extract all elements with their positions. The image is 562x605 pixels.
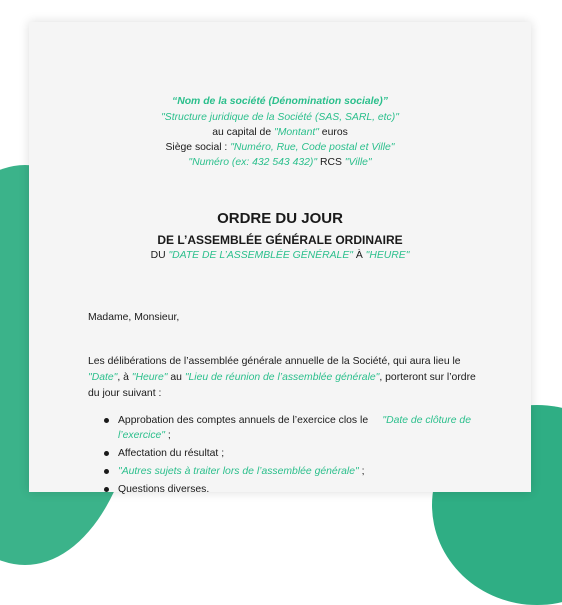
rcs-label: RCS [317, 157, 345, 168]
meeting-date-connector: À [352, 250, 366, 261]
bullet-icon [104, 469, 109, 474]
company-name: “Nom de la société (Dénomination sociale)” [172, 96, 388, 107]
agenda-item-1-date-part1: "Date de clôture de [382, 415, 471, 426]
agenda-item-2-text: Affectation du résultat ; [118, 448, 225, 459]
meeting-hour: "HEURE" [365, 250, 410, 261]
agenda-item [88, 464, 471, 479]
paragraph-line-3 [88, 386, 471, 402]
capital-prefix: au capital de [212, 127, 274, 138]
paragraph-line-1-text: Les délibérations de l’assemblée générale annuelle de la Société, qui aura lieu le [88, 356, 461, 367]
capital-suffix: euros [318, 127, 348, 138]
bullet-icon [104, 487, 109, 492]
bullet-icon [104, 451, 109, 456]
agenda-list [88, 413, 471, 497]
paragraph-hour: "Heure" [131, 372, 168, 383]
rcs-number: "Numéro (ex: 432 543 432)" [188, 157, 318, 168]
legal-structure: "Structure juridique de la Société (SAS, SARL, etc)" [161, 112, 399, 123]
agenda-item-1-date-part2: l’exercice" [118, 430, 165, 441]
paragraph-line-2-end: , porteront sur l’ordre [379, 372, 476, 383]
capital-line [29, 125, 531, 141]
meeting-date-line [29, 250, 531, 261]
capital-amount: "Montant" [274, 127, 319, 138]
document-page [29, 22, 531, 495]
intro-paragraph [88, 354, 476, 402]
paragraph-a: , à [117, 372, 132, 383]
agenda-item-1-text: Approbation des comptes annuels de l’exercice clos le [118, 415, 369, 426]
document-subtitle: DE L’ASSEMBLÉE GÉNÉRALE ORDINAIRE [157, 233, 403, 247]
rcs-city: "Ville" [344, 157, 372, 168]
registered-office-line [29, 140, 531, 156]
bullet-icon [104, 418, 109, 423]
agenda-item [88, 482, 471, 497]
paragraph-location: "Lieu de réunion de l’assemblée générale" [184, 372, 380, 383]
registered-office-label: Siège social : [165, 142, 231, 153]
paragraph-line-3-text: du jour suivant : [88, 388, 162, 399]
paragraph-date: "Date" [88, 372, 118, 383]
paragraph-au: au [167, 372, 185, 383]
agenda-item [88, 446, 471, 461]
agenda-item-4-text: Questions diverses. [118, 484, 210, 495]
paragraph-line-2 [88, 370, 476, 386]
registered-office-value: "Numéro, Rue, Code postal et Ville" [230, 142, 395, 153]
meeting-date-prefix: DU [150, 250, 169, 261]
rcs-line [29, 155, 531, 171]
agenda-item-1-line-1 [118, 413, 471, 428]
agenda-item-3-text: "Autres sujets à traiter lors de l’assemblée générale" [118, 466, 359, 477]
agenda-item-1-end: ; [165, 430, 171, 441]
paragraph-line-1 [88, 354, 471, 370]
salutation: Madame, Monsieur, [88, 312, 180, 323]
document-title: ORDRE DU JOUR [217, 210, 343, 227]
agenda-item-3-end: ; [358, 466, 365, 477]
agenda-item-1-line-2 [118, 428, 471, 443]
agenda-item [88, 413, 471, 443]
meeting-date: "DATE DE L’ASSEMBLÉE GÉNÉRALE" [168, 250, 353, 261]
